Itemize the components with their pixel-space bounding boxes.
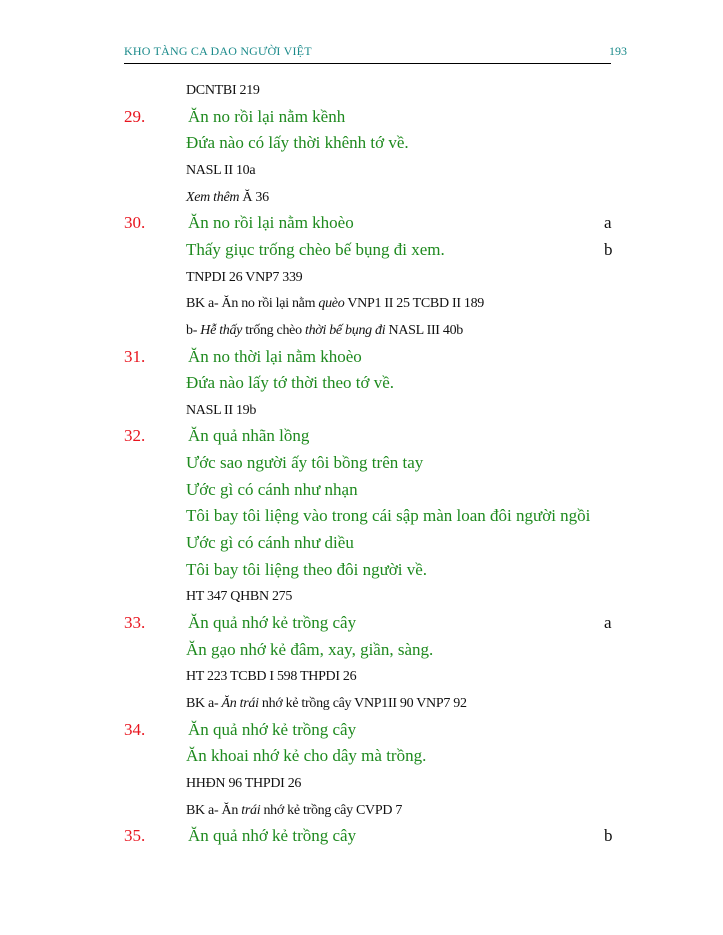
verse-line [0, 213, 723, 237]
source-note [0, 693, 723, 717]
note-text: DCNTBI 219 [186, 83, 260, 98]
verse-number: 31. [124, 346, 146, 366]
verse-number: 33. [124, 613, 146, 632]
verse-text: Ăn quả nhớ kẻ trồng cây [188, 826, 357, 846]
verse-line [0, 640, 723, 664]
verse-number: 32. [124, 426, 146, 446]
note-text: HT 347 QHBN 275 [186, 589, 293, 605]
verse-number: 29. [124, 106, 146, 126]
italic-fragment: Xem thêm [186, 189, 240, 205]
source-note [0, 293, 723, 317]
text-fragment: trống chèo [242, 322, 305, 338]
verse-text: Ăn no rồi lại nằm kềnh [188, 106, 346, 126]
italic-fragment: Ăn trái [221, 695, 259, 711]
text-fragment: b- [186, 322, 201, 338]
verse-line [0, 480, 723, 504]
page-number: 193 [609, 44, 627, 58]
verse-text: Ăn quả nhãn lồng [188, 426, 310, 446]
verse-number: 30. [124, 213, 146, 233]
note-text [186, 190, 269, 206]
italic-fragment: quèo [318, 296, 345, 312]
book-title: KHO TÀNG CA DAO NGƯỜI VIỆT [124, 44, 312, 58]
text-fragment: BK a- Ăn [186, 802, 242, 818]
verse-line [0, 373, 723, 397]
italic-fragment: Hễ thấy [200, 322, 243, 338]
source-note [0, 187, 723, 211]
verse-text: Ăn gạo nhớ kẻ đâm, xay, giần, sàng. [186, 639, 434, 659]
verse-line [0, 720, 723, 744]
verse-number: 35. [124, 826, 146, 846]
source-note [0, 586, 723, 610]
verse-text: Thấy giục trống chèo bế bụng đi xem. [186, 239, 445, 259]
verse-line [0, 107, 723, 131]
note-text [186, 323, 463, 339]
text-fragment: nhớ kẻ trồng cây CVPD 7 [260, 802, 403, 818]
verse-line [0, 560, 723, 584]
variant-marker: a [604, 613, 612, 632]
note-text [186, 803, 402, 819]
italic-fragment: thời bế bụng đi [304, 322, 386, 338]
text-fragment: Ă 36 [239, 189, 269, 205]
source-note [0, 773, 723, 797]
verse-line [0, 826, 723, 850]
variant-marker: b [604, 826, 613, 846]
source-note [0, 800, 723, 824]
note-text: NASL II 19b [186, 402, 257, 418]
note-text: HHĐN 96 THPDI 26 [186, 775, 302, 791]
verse-text: Ước gì có cánh như nhạn [186, 479, 358, 499]
verse-text: Ước gì có cánh như diều [186, 533, 354, 553]
source-note [0, 400, 723, 424]
source-note [0, 666, 723, 690]
verse-line [0, 240, 723, 264]
variant-marker: a [604, 213, 612, 233]
verse-text: Đứa nào có lấy thời khênh tớ về. [186, 133, 409, 153]
verse-line [0, 746, 723, 770]
italic-fragment: trái [241, 802, 261, 818]
verse-line [0, 506, 723, 530]
note-text [186, 696, 467, 712]
source-note [0, 267, 723, 291]
verse-text: Ước sao người ấy tôi bồng trên tay [186, 453, 424, 473]
header-rule [124, 63, 611, 64]
text-fragment: VNP1 II 25 TCBD II 189 [344, 296, 484, 312]
source-note [0, 80, 723, 104]
note-text: HT 223 TCBD I 598 THPDI 26 [186, 669, 357, 685]
verse-line [0, 133, 723, 157]
verse-line [0, 426, 723, 450]
text-fragment: nhớ kẻ trồng cây VNP1II 90 VNP7 92 [258, 695, 467, 711]
text-fragment: NASL III 40b [385, 322, 463, 338]
note-text: TNPDI 26 VNP7 339 [186, 269, 303, 285]
verse-line [0, 533, 723, 557]
variant-marker: b [604, 239, 613, 259]
verse-text: Tôi bay tôi liệng vào trong cái sập màn loan đôi người ngồi [186, 506, 591, 526]
verse-line [0, 347, 723, 371]
verse-line [0, 453, 723, 477]
source-note [0, 320, 723, 344]
note-text: NASL II 10a [186, 162, 256, 178]
source-note [0, 160, 723, 184]
verse-text: Đứa nào lấy tớ thời theo tớ về. [186, 373, 395, 393]
verse-number: 34. [124, 719, 146, 739]
verse-text: Tôi bay tôi liệng theo đôi người về. [186, 559, 428, 579]
verse-line [0, 613, 723, 637]
text-fragment: BK a- [186, 695, 222, 711]
verse-text: Ăn khoai nhớ kẻ cho dây mà trồng. [186, 746, 427, 766]
note-text [186, 296, 484, 312]
text-fragment: BK a- Ăn no rồi lại nằm [186, 296, 319, 312]
verse-text: Ăn no rồi lại nằm khoèo [188, 213, 354, 233]
verse-text: Ăn quả nhớ kẻ trồng cây [188, 613, 357, 632]
verse-text: Ăn quả nhớ kẻ trồng cây [188, 719, 357, 739]
verse-text: Ăn no thời lại nằm khoèo [188, 346, 362, 366]
